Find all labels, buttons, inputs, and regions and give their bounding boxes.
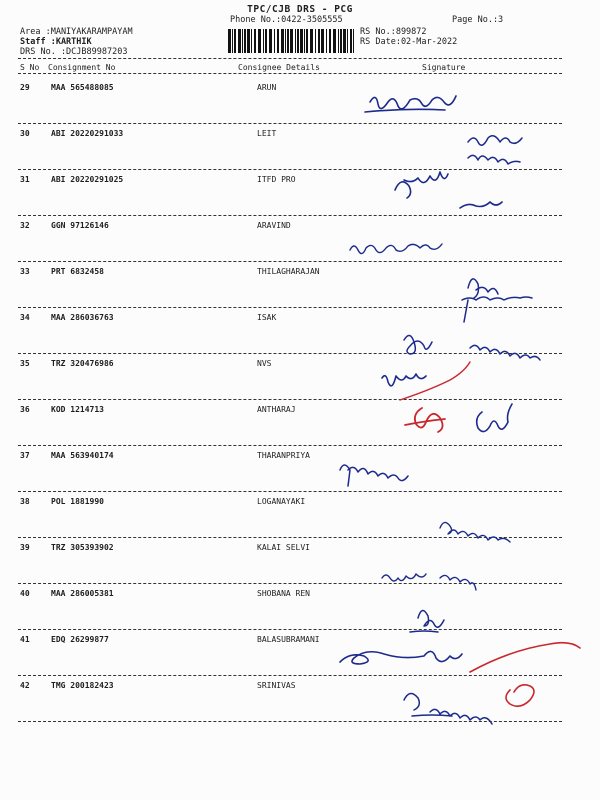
phone-number: Phone No.:0422-3505555 bbox=[230, 15, 343, 25]
row-consignment-number: ABI 20220291025 bbox=[51, 175, 124, 184]
row-divider bbox=[18, 629, 562, 630]
row-sno: 42 bbox=[20, 681, 30, 690]
row-sno: 31 bbox=[20, 175, 30, 184]
row-divider bbox=[18, 307, 562, 308]
col-consignment: Consignment No bbox=[48, 63, 116, 72]
row-sno: 29 bbox=[20, 83, 30, 92]
row-sno: 40 bbox=[20, 589, 30, 598]
row-divider bbox=[18, 583, 562, 584]
row-divider bbox=[18, 215, 562, 216]
row-sno: 36 bbox=[20, 405, 30, 414]
header-divider-bottom bbox=[18, 73, 562, 74]
row-consignment-number: EDQ 26299877 bbox=[51, 635, 109, 644]
row-consignment-number: KOD 1214713 bbox=[51, 405, 104, 414]
barcode bbox=[228, 29, 354, 53]
row-consignee-name: ARUN bbox=[257, 83, 277, 92]
row-divider bbox=[18, 491, 562, 492]
col-sno: S No bbox=[20, 63, 40, 72]
col-consignee: Consignee Details bbox=[238, 63, 320, 72]
row-sno: 35 bbox=[20, 359, 30, 368]
row-consignee-name: SHOBANA REN bbox=[257, 589, 310, 598]
row-divider bbox=[18, 353, 562, 354]
row-consignment-number: MAA 565488085 bbox=[51, 83, 114, 92]
row-consignment-number: MAA 286005381 bbox=[51, 589, 114, 598]
row-consignment-number: ABI 20220291033 bbox=[51, 129, 124, 138]
row-sno: 30 bbox=[20, 129, 30, 138]
row-consignee-name: THILAGHARAJAN bbox=[257, 267, 320, 276]
row-consignee-name: NVS bbox=[257, 359, 272, 368]
row-sno: 38 bbox=[20, 497, 30, 506]
row-divider bbox=[18, 169, 562, 170]
row-divider bbox=[18, 399, 562, 400]
row-consignment-number: GGN 97126146 bbox=[51, 221, 109, 230]
row-sno: 37 bbox=[20, 451, 30, 460]
row-sno: 34 bbox=[20, 313, 30, 322]
row-divider bbox=[18, 261, 562, 262]
document-title: TPC/CJB DRS - PCG bbox=[247, 4, 353, 15]
row-consignment-number: MAA 286036763 bbox=[51, 313, 114, 322]
row-sno: 32 bbox=[20, 221, 30, 230]
row-divider bbox=[18, 445, 562, 446]
row-sno: 41 bbox=[20, 635, 30, 644]
row-consignment-number: TRZ 305393902 bbox=[51, 543, 114, 552]
row-consignee-name: ARAVIND bbox=[257, 221, 291, 230]
row-consignment-number: TMG 200182423 bbox=[51, 681, 114, 690]
area-label: Area :MANIYAKARAMPAYAM bbox=[20, 27, 133, 37]
row-consignment-number: PRT 6832458 bbox=[51, 267, 104, 276]
drs-number: DRS No. :DCJB89987203 bbox=[20, 47, 128, 57]
row-sno: 39 bbox=[20, 543, 30, 552]
row-divider bbox=[18, 123, 562, 124]
rs-date: RS Date:02-Mar-2022 bbox=[360, 37, 458, 47]
row-consignment-number: TRZ 320476986 bbox=[51, 359, 114, 368]
row-consignee-name: LOGANAYAKI bbox=[257, 497, 306, 506]
row-divider bbox=[18, 675, 562, 676]
row-divider bbox=[18, 537, 562, 538]
row-consignee-name: KALAI SELVI bbox=[257, 543, 310, 552]
header-divider-top bbox=[18, 58, 562, 59]
row-sno: 33 bbox=[20, 267, 30, 276]
row-consignee-name: ANTHARAJ bbox=[257, 405, 296, 414]
staff-label: Staff :KARTHIK bbox=[20, 37, 92, 47]
row-consignment-number: POL 1881990 bbox=[51, 497, 104, 506]
row-divider bbox=[18, 721, 562, 722]
row-consignee-name: BALASUBRAMANI bbox=[257, 635, 320, 644]
row-consignee-name: LEIT bbox=[257, 129, 277, 138]
row-consignee-name: THARANPRIYA bbox=[257, 451, 310, 460]
col-signature: Signature bbox=[422, 63, 466, 72]
row-consignment-number: MAA 563940174 bbox=[51, 451, 114, 460]
rs-number: RS No.:899872 bbox=[360, 27, 427, 37]
page-number: Page No.:3 bbox=[452, 15, 504, 25]
row-consignee-name: ITFD PRO bbox=[257, 175, 296, 184]
row-consignee-name: ISAK bbox=[257, 313, 277, 322]
row-consignee-name: SRINIVAS bbox=[257, 681, 296, 690]
